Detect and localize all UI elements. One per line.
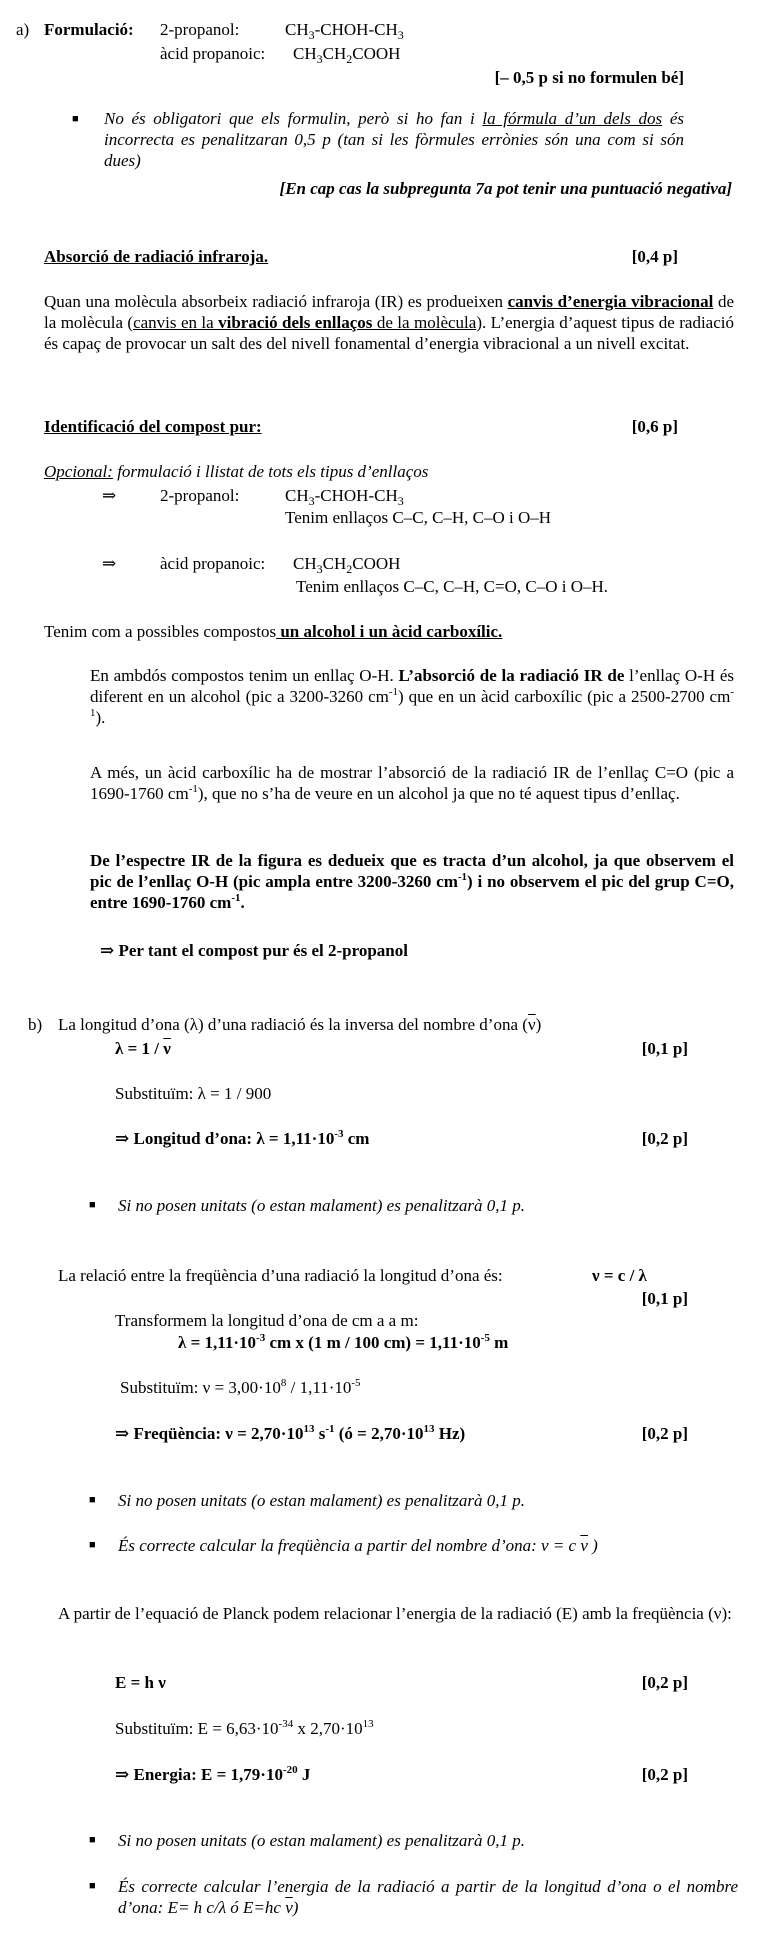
bullet-icon: ■: [89, 1199, 96, 1211]
possible-compounds: Tenim com a possibles compostos un alcohol i un àcid carboxílic.: [44, 622, 503, 641]
ident-acid-name: àcid propanoic:: [160, 554, 266, 573]
arrow-icon: ⇒: [102, 486, 117, 505]
frequency-intro: La relació entre la freqüència d’una radiació la longitud d’ona és:: [58, 1266, 503, 1285]
energy-substitution: Substituïm: $E = 6,63\cdot 10^{-34}$ x $2,70\cdot 10^{13}$: [115, 1718, 374, 1738]
points-label: [0,1 p]: [641, 1289, 688, 1308]
points-label: [0,2 p]: [641, 1673, 688, 1692]
frequency-equation: ν = c / λ: [592, 1266, 647, 1285]
ident-section-points: [0,6 p]: [631, 417, 678, 436]
formulation-penalty: [– 0,5 p si no formulen bé]: [494, 68, 684, 87]
no-negative-note: [En cap cas la subpregunta 7a pot tenir una puntuació negativa]: [279, 179, 732, 198]
optional-line: Opcional: formulació i llistat de tots els tipus d’enllaços: [44, 462, 429, 481]
ir-paragraph: Quan una molècula absorbeix radiació infraroja (IR) es produeixen canvis d’energia vibracional de la molècula (canvis en la vibració dels enllaços de la molècula). L’energia d’aquest tipus de radiació és capaç de provocar un salt des del nivell fonamental d’energia vibracional a un nivell excitat.: [44, 292, 734, 353]
formula-acid: $CH_3CH_2COOH$: [293, 44, 401, 66]
planck-intro: A partir de l’equació de Planck podem relacionar l’energia de la radiació (E) amb la freqüència (ν):: [58, 1604, 732, 1623]
wavelength-result: ⇒ Longitud d’ona: $\lambda = 1,11\cdot 10^{-3}$ cm: [115, 1128, 370, 1148]
ident-para-deduction: De l’espectre IR de la figura es dedueix que es tracta d’un alcohol, ja que observem el pic de l’enllaç O-H (pic ampla entre 3200-3260 $cm^{-1}$) i no observem el pic del grup C=O, entre 1690-1760 $cm^{-1}$.: [90, 851, 734, 912]
formulacio-label: Formulació:: [44, 20, 134, 39]
energy-alt-note: És correcte calcular l’energia de la radiació a partir de la longitud d’ona o el nombre d’ona: E= h c/λ ó E=hc $\overline{\nu}$): [118, 1877, 738, 1917]
bullet-icon: ■: [89, 1539, 96, 1551]
frequency-result: ⇒ Freqüència: $\nu = 2,70\cdot 10^{13}$ $s^{-1}$ (ó = $2,70\cdot 10^{13}$ Hz): [115, 1423, 466, 1443]
ident-propanol-bonds: Tenim enllaços C–C, C–H, C–O i O–H: [285, 508, 552, 527]
formula-acid-name: àcid propanoic:: [160, 44, 266, 63]
ident-propanol-name: 2-propanol:: [160, 486, 240, 505]
transform-text: Transformem la longitud d’ona de cm a a m:: [115, 1311, 419, 1330]
ident-conclusion: ⇒ Per tant el compost pur és el 2-propanol: [100, 941, 408, 960]
wavelength-equation: $\lambda = 1 / \overline{\nu}$: [115, 1039, 171, 1058]
energy-result: ⇒ Energia: $E = 1,79\cdot 10^{-20}$ J: [115, 1764, 311, 1784]
ident-para-co: A més, un àcid carboxílic ha de mostrar l’absorció de la radiació IR de l’enllaç C=O (pic a 1690-1760 $cm^{-1}$), que no s’ha de veure en un alcohol ja que no té aquest tipus d’enllaç.: [90, 763, 734, 803]
ident-acid-bonds: Tenim enllaços C–C, C–H, C=O, C–O i O–H.: [296, 577, 609, 596]
arrow-icon: ⇒: [102, 554, 117, 573]
wavelength-substitution: Substituïm: λ = 1 / 900: [115, 1084, 272, 1103]
part-a-label: a): [16, 20, 30, 39]
formulation-note: No és obligatori que els formulin, però si ho fan i la fórmula d’un dels dos és incorrecta es penalitzaran 0,5 p (tan si les fòrmules errònies són una com si són dues): [104, 109, 684, 170]
wavelength-intro: La longitud d’ona (λ) d’una radiació és la inversa del nombre d’ona $(\overline{\nu})$: [58, 1015, 542, 1034]
points-label: [0,2 p]: [641, 1424, 688, 1443]
ident-acid-formula: $CH_3CH_2COOH$: [293, 554, 401, 576]
ident-section-title: Identificació del compost pur:: [44, 417, 262, 436]
ident-propanol-formula: $CH_3-CHOH-CH_3$: [285, 486, 404, 508]
ident-para-oh: En ambdós compostos tenim un enllaç O-H. L’absorció de la radiació IR de l’enllaç O-H és diferent en un alcohol (pic a 3200-3260 $cm^{-1}$) que en un àcid carboxílic (pic a 2500-2700 $cm^{-1}$).: [90, 666, 735, 727]
ir-section-title: Absorció de radiació infraroja.: [44, 247, 269, 266]
bullet-icon: ■: [89, 1834, 96, 1846]
bullet-icon: ■: [89, 1880, 96, 1892]
part-b-label: b): [28, 1015, 43, 1034]
units-penalty-note: Si no posen unitats (o estan malament) es penalitzarà 0,1 p.: [118, 1196, 526, 1215]
points-label: [0,1 p]: [641, 1039, 688, 1058]
conversion-line: $\lambda = 1,11\cdot 10^{-3}$ cm x (1 m / 100 $cm) = 1,11\cdot 10^{-5}$ m: [178, 1332, 509, 1352]
planck-equation: E = h ν: [115, 1673, 166, 1692]
frequency-substitution: Substituïm: $\nu = 3,00\cdot 10^8 / 1,11\cdot 10^{-5}$: [120, 1377, 361, 1397]
units-penalty-note: Si no posen unitats (o estan malament) es penalitzarà 0,1 p.: [118, 1491, 526, 1510]
units-penalty-note: Si no posen unitats (o estan malament) es penalitzarà 0,1 p.: [118, 1831, 526, 1850]
formula-propanol-name: 2-propanol:: [160, 20, 240, 39]
ir-section-points: [0,4 p]: [631, 247, 678, 266]
formula-propanol: $CH_3-CHOH-CH_3$: [285, 20, 404, 42]
points-label: [0,2 p]: [641, 1129, 688, 1148]
bullet-icon: ■: [89, 1494, 96, 1506]
frequency-alt-note: És correcte calcular la freqüència a partir del nombre d’ona: ν = c $\overline{\nu}$ ): [118, 1536, 598, 1555]
bullet-icon: ■: [72, 113, 79, 125]
points-label: [0,2 p]: [641, 1765, 688, 1784]
